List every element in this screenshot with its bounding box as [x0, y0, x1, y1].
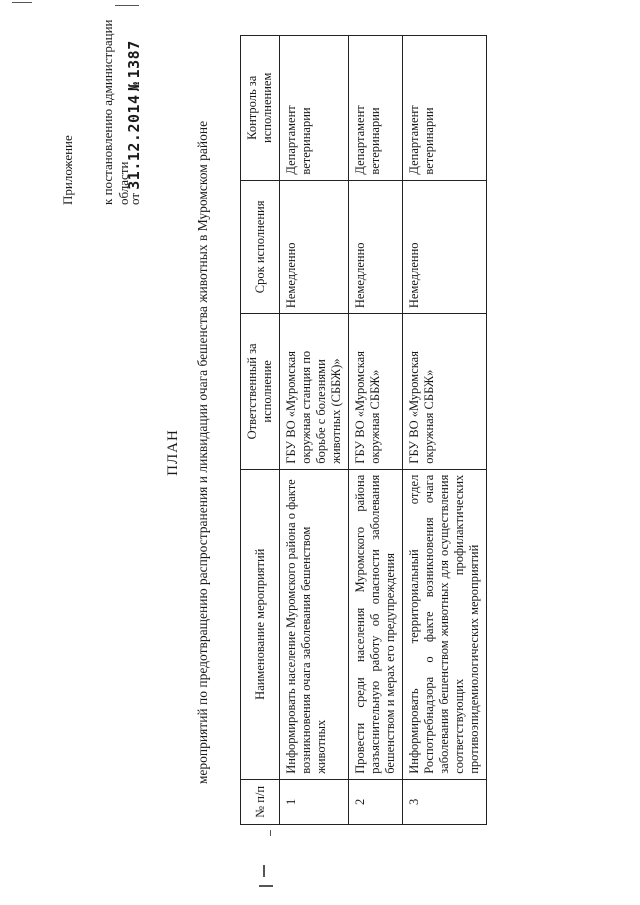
number-prefix: №: [125, 81, 143, 92]
handwritten-date: 31.12.2014: [125, 94, 143, 190]
table-row: [280, 36, 349, 825]
scan-mark: [115, 5, 139, 6]
row-deadline: Немедленно: [403, 180, 487, 314]
header-deadline: Срок исполнения: [241, 180, 280, 314]
scan-mark: [12, 2, 32, 3]
table-row: [403, 36, 487, 825]
appendix-label: Приложение: [60, 135, 75, 205]
row-responsible: ГБУ ВО «Муромская окружная СББЖ»: [403, 314, 487, 470]
row-control: Департамент ветеринарии: [403, 36, 487, 181]
row-control: Департамент ветеринарии: [280, 36, 349, 181]
row-responsible: ГБУ ВО «Муромская окружная СББЖ»: [349, 314, 403, 470]
table-header-row: [241, 36, 280, 825]
row-control: Департамент ветеринарии: [349, 36, 403, 181]
row-num: 2: [349, 779, 403, 824]
scan-mark: [263, 865, 265, 877]
scan-mark: [270, 830, 271, 836]
appendix-date-line: [125, 40, 143, 205]
table-row: [349, 36, 403, 825]
header-name: Наименование мероприятий: [241, 469, 280, 779]
document-subtitle: мероприятий по предотвращению распространения и ликвидации очага бешенства животных в Муромском районе: [195, 120, 210, 785]
scan-mark: [259, 885, 273, 887]
row-name: Провести среди населения Муромского района разъяснительную работу об опасности заболевания бешенством и мерах его предупреждения: [349, 469, 403, 779]
row-name: Информировать территориальный отдел Роспотребнадзора о факте возникновения очага заболевания бешенством животных для осуществления соответствующих профилактических противоэпидемиологических мероприятий: [403, 469, 487, 779]
date-prefix: от: [127, 192, 142, 205]
row-responsible: ГБУ ВО «Муромская окружная станция по борьбе с болезнями животных (СББЖ)»: [280, 314, 349, 470]
header-num: № п/п: [241, 779, 280, 824]
row-deadline: Немедленно: [280, 180, 349, 314]
handwritten-number: 1387: [125, 40, 143, 79]
row-num: 3: [403, 779, 487, 824]
row-deadline: Немедленно: [349, 180, 403, 314]
header-responsible: Ответственный за исполнение: [241, 314, 280, 470]
header-control: Контроль за исполнением: [241, 36, 280, 181]
document-title: ПЛАН: [165, 429, 181, 476]
row-name: Информировать население Муромского района о факте возникновения очага заболевания бешенством животных: [280, 469, 349, 779]
row-num: 1: [280, 779, 349, 824]
plan-table: [240, 35, 487, 825]
appendix-decree-line: к постановлению администрации области: [100, 19, 131, 205]
